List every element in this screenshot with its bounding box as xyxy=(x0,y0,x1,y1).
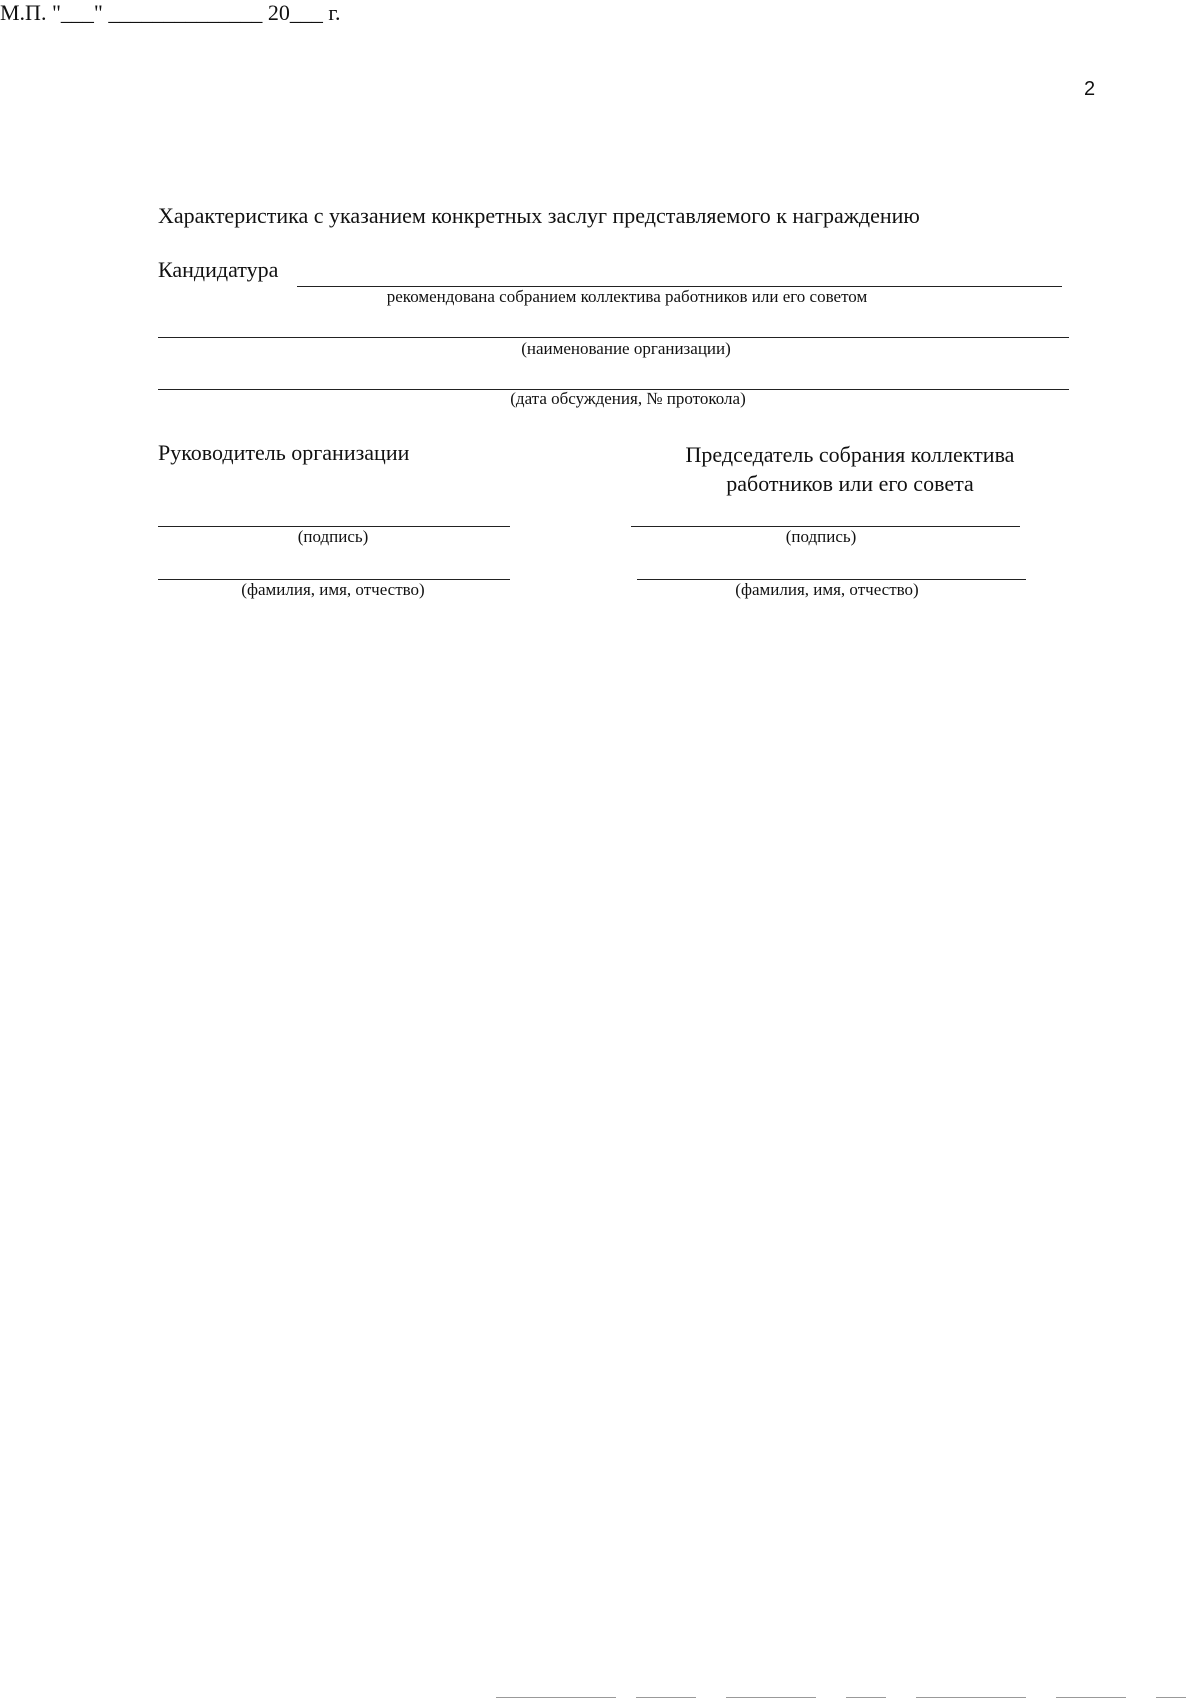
organization-fill-line[interactable] xyxy=(158,337,1069,338)
stamp-date-line: М.П. "___" ______________ 20___ г. xyxy=(0,0,341,25)
candidate-label: Кандидатура xyxy=(158,257,279,282)
chair-title: Председатель собрания коллектива работников или его совета xyxy=(685,442,1015,496)
chair-signature-caption: (подпись) xyxy=(785,527,857,546)
page-number: 2 xyxy=(1084,78,1096,100)
director-name-caption: (фамилия, имя, отчество) xyxy=(241,580,425,599)
chair-name-caption: (фамилия, имя, отчество) xyxy=(735,580,919,599)
director-signature-caption: (подпись) xyxy=(297,527,369,546)
recommendation-caption: рекомендована собранием коллектива работников или его советом xyxy=(386,287,868,306)
organization-caption: (наименование организации) xyxy=(521,339,731,358)
scan-edge-artifact xyxy=(496,1697,1200,1701)
discussion-caption: (дата обсуждения, № протокола) xyxy=(510,389,746,408)
form-heading: Характеристика с указанием конкретных заслуг представляемого к награждению xyxy=(158,203,920,228)
director-title: Руководитель организации xyxy=(158,440,410,465)
